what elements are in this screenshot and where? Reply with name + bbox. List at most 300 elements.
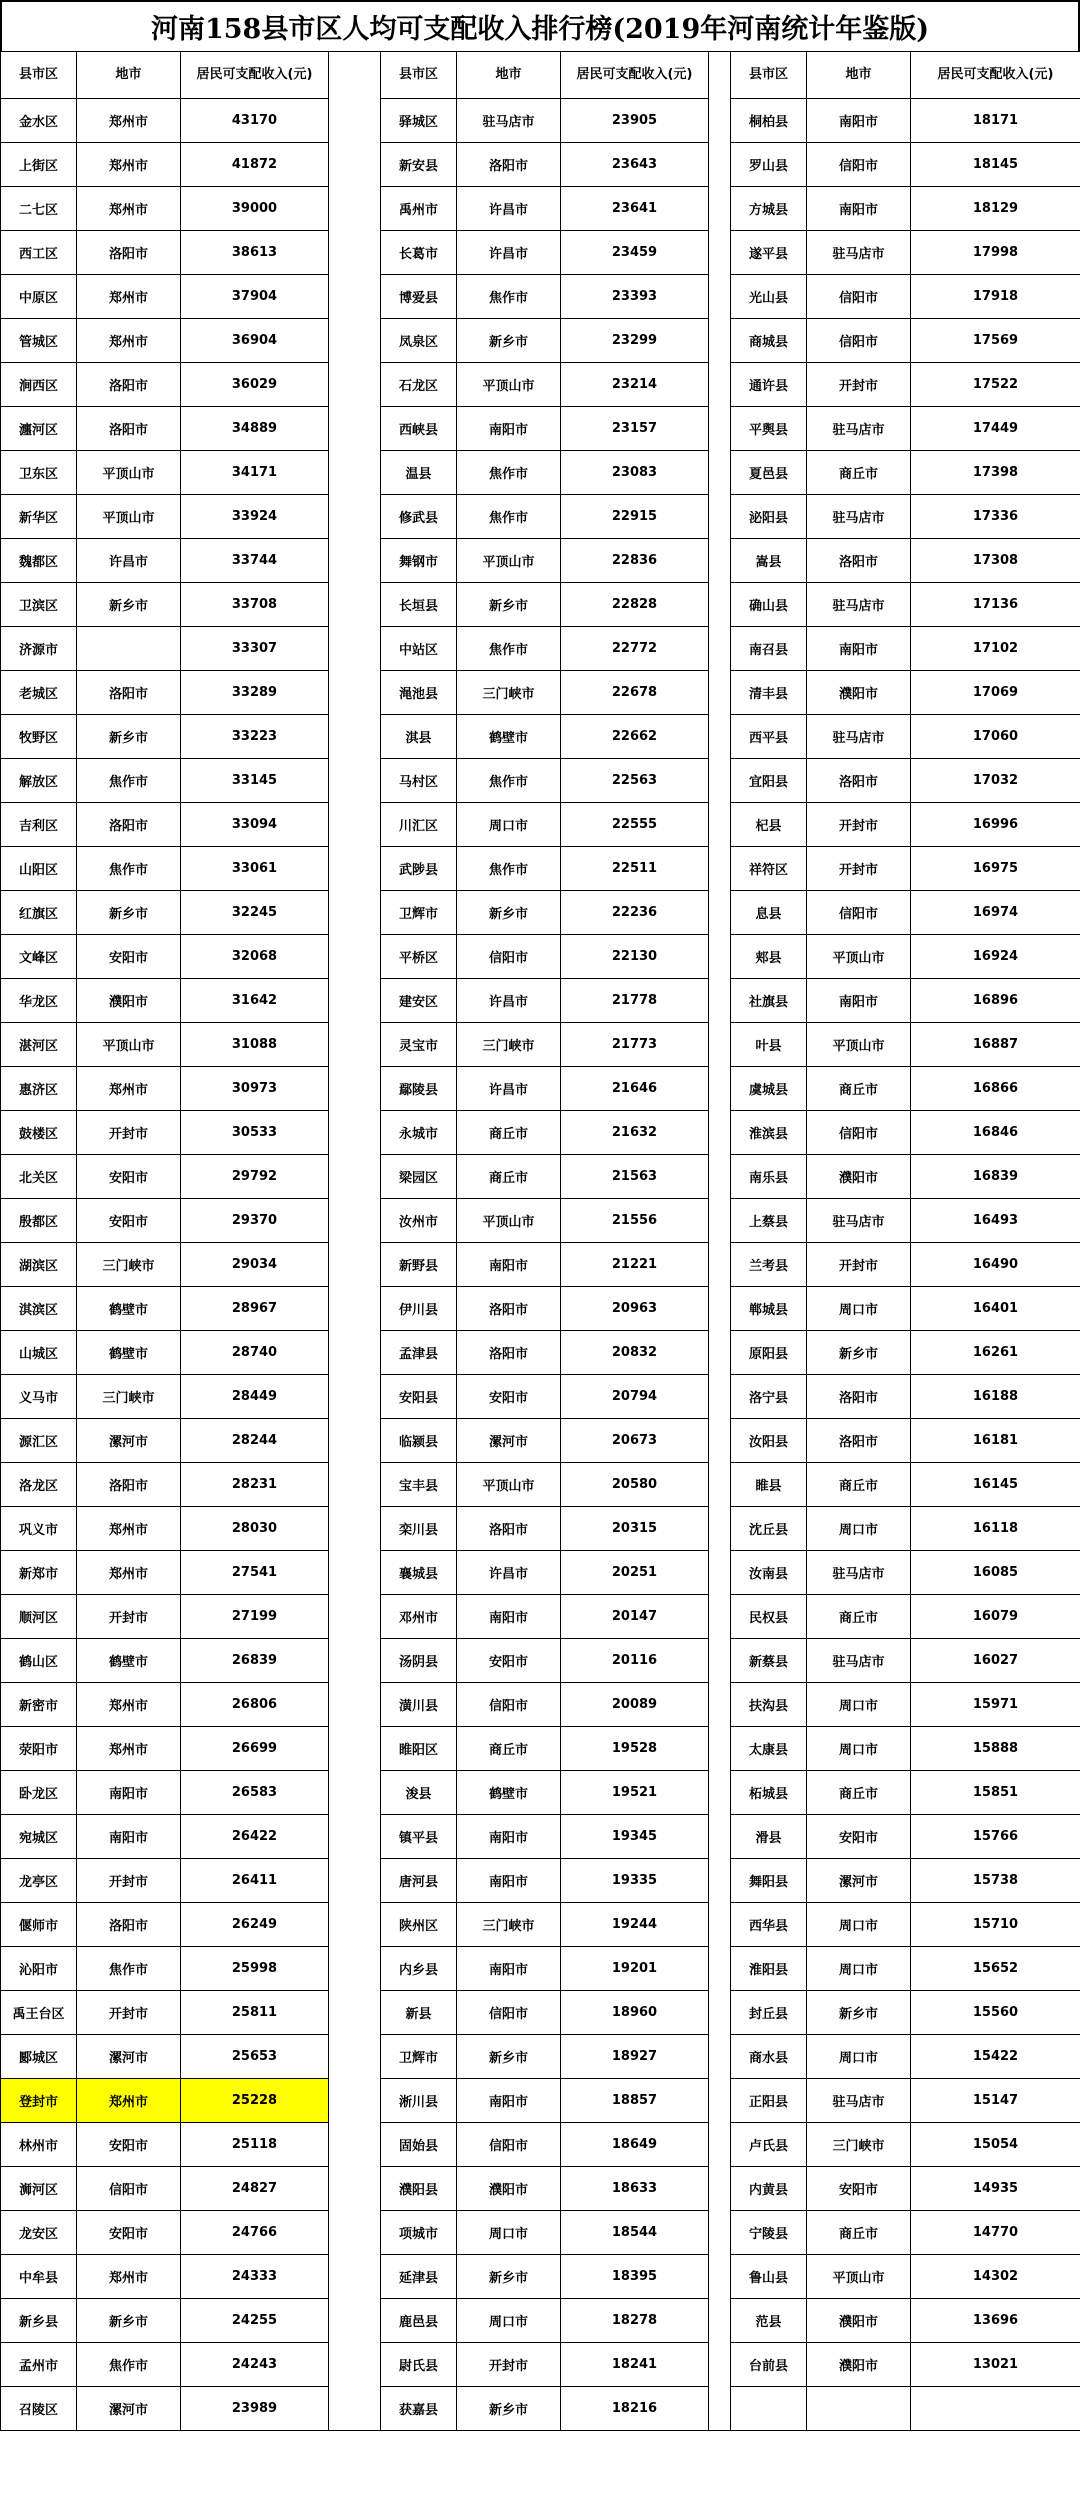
- table-row: [1, 407, 1080, 451]
- cell-county: 解放区: [1, 759, 77, 803]
- cell-county: 新华区: [1, 495, 77, 539]
- cell-city: 濮阳市: [807, 1155, 911, 1199]
- cell-city: 新乡市: [77, 715, 181, 759]
- column-gap: [709, 1243, 731, 1287]
- cell-city: 信阳市: [807, 143, 911, 187]
- cell-county: 临颍县: [381, 1419, 457, 1463]
- cell-city: 洛阳市: [807, 759, 911, 803]
- column-gap: [329, 1815, 381, 1859]
- cell-city: 周口市: [807, 1903, 911, 1947]
- cell-city: 商丘市: [807, 2211, 911, 2255]
- cell-county: 确山县: [731, 583, 807, 627]
- cell-income: 23989: [181, 2387, 329, 2431]
- cell-income: 33744: [181, 539, 329, 583]
- cell-income: 14935: [911, 2167, 1080, 2211]
- cell-county: 南乐县: [731, 1155, 807, 1199]
- cell-income: 19345: [561, 1815, 709, 1859]
- cell-income: 22678: [561, 671, 709, 715]
- cell-city: 鹤壁市: [77, 1331, 181, 1375]
- cell-city: 平顶山市: [457, 1463, 561, 1507]
- column-gap: [709, 52, 731, 99]
- cell-city: 开封市: [457, 2343, 561, 2387]
- cell-city: 驻马店市: [807, 1551, 911, 1595]
- table-row: [1, 759, 1080, 803]
- cell-income: 24243: [181, 2343, 329, 2387]
- cell-income: 16181: [911, 1419, 1080, 1463]
- cell-city: 商丘市: [807, 1463, 911, 1507]
- column-gap: [709, 2035, 731, 2079]
- cell-city: 开封市: [807, 803, 911, 847]
- cell-income: 25811: [181, 1991, 329, 2035]
- cell-county: 淮滨县: [731, 1111, 807, 1155]
- cell-county: 卫滨区: [1, 583, 77, 627]
- cell-income: 16866: [911, 1067, 1080, 1111]
- cell-city: [807, 2387, 911, 2431]
- column-gap: [709, 935, 731, 979]
- header-city: 地市: [77, 52, 181, 99]
- column-gap: [329, 2343, 381, 2387]
- header-income: 居民可支配收入(元): [911, 52, 1080, 99]
- cell-income: 25998: [181, 1947, 329, 1991]
- column-gap: [329, 187, 381, 231]
- cell-county: 洛宁县: [731, 1375, 807, 1419]
- column-gap: [329, 1991, 381, 2035]
- column-gap: [709, 759, 731, 803]
- cell-income: 16079: [911, 1595, 1080, 1639]
- column-gap: [709, 1595, 731, 1639]
- table-row: [1, 1771, 1080, 1815]
- table-row: [1, 1067, 1080, 1111]
- column-gap: [709, 1419, 731, 1463]
- cell-county: 淇滨区: [1, 1287, 77, 1331]
- cell-city: 信阳市: [807, 275, 911, 319]
- cell-county: 巩义市: [1, 1507, 77, 1551]
- table-row: [1, 1419, 1080, 1463]
- table-row: [1, 803, 1080, 847]
- table-row: [1, 1331, 1080, 1375]
- column-gap: [329, 1331, 381, 1375]
- cell-income: 29792: [181, 1155, 329, 1199]
- cell-county: 郾城区: [1, 2035, 77, 2079]
- cell-county: 延津县: [381, 2255, 457, 2299]
- cell-income: 17918: [911, 275, 1080, 319]
- cell-income: 16145: [911, 1463, 1080, 1507]
- cell-city: 信阳市: [457, 935, 561, 979]
- cell-income: 28740: [181, 1331, 329, 1375]
- cell-income: 33307: [181, 627, 329, 671]
- cell-city: 许昌市: [457, 187, 561, 231]
- cell-income: 30973: [181, 1067, 329, 1111]
- cell-city: 洛阳市: [77, 671, 181, 715]
- cell-income: 22915: [561, 495, 709, 539]
- table-row: [1, 2299, 1080, 2343]
- cell-county: 登封市: [1, 2079, 77, 2123]
- cell-income: 26422: [181, 1815, 329, 1859]
- cell-income: 18649: [561, 2123, 709, 2167]
- column-gap: [709, 1991, 731, 2035]
- column-gap: [329, 2079, 381, 2123]
- cell-county: 驿城区: [381, 99, 457, 143]
- cell-income: 15888: [911, 1727, 1080, 1771]
- cell-county: 叶县: [731, 1023, 807, 1067]
- cell-city: 周口市: [807, 1287, 911, 1331]
- cell-city: 商丘市: [807, 451, 911, 495]
- column-gap: [709, 187, 731, 231]
- cell-county: 中站区: [381, 627, 457, 671]
- cell-income: 22563: [561, 759, 709, 803]
- cell-county: 淅川县: [381, 2079, 457, 2123]
- column-gap: [329, 99, 381, 143]
- cell-income: 22662: [561, 715, 709, 759]
- cell-income: 28030: [181, 1507, 329, 1551]
- column-gap: [709, 979, 731, 1023]
- cell-county: [731, 2387, 807, 2431]
- cell-income: 32245: [181, 891, 329, 935]
- cell-income: 17102: [911, 627, 1080, 671]
- cell-county: 封丘县: [731, 1991, 807, 2035]
- column-gap: [709, 1727, 731, 1771]
- column-gap: [709, 1067, 731, 1111]
- cell-income: 30533: [181, 1111, 329, 1155]
- cell-county: 浉河区: [1, 2167, 77, 2211]
- cell-county: 西工区: [1, 231, 77, 275]
- column-gap: [329, 759, 381, 803]
- table-row: [1, 1947, 1080, 1991]
- ranking-table: [0, 51, 1080, 2431]
- cell-income: 16974: [911, 891, 1080, 935]
- table-row: [1, 1199, 1080, 1243]
- cell-city: 三门峡市: [77, 1375, 181, 1419]
- cell-city: 郑州市: [77, 1551, 181, 1595]
- table-row: [1, 231, 1080, 275]
- cell-income: 43170: [181, 99, 329, 143]
- cell-income: 21646: [561, 1067, 709, 1111]
- cell-income: 25228: [181, 2079, 329, 2123]
- cell-county: 鄢陵县: [381, 1067, 457, 1111]
- column-gap: [709, 1287, 731, 1331]
- cell-county: 虞城县: [731, 1067, 807, 1111]
- cell-city: 许昌市: [457, 1551, 561, 1595]
- cell-income: 24766: [181, 2211, 329, 2255]
- cell-city: 周口市: [457, 803, 561, 847]
- cell-county: 长垣县: [381, 583, 457, 627]
- cell-county: 清丰县: [731, 671, 807, 715]
- cell-city: 南阳市: [807, 627, 911, 671]
- cell-city: 周口市: [457, 2299, 561, 2343]
- column-gap: [709, 1111, 731, 1155]
- column-gap: [329, 1419, 381, 1463]
- cell-city: 信阳市: [457, 2123, 561, 2167]
- cell-county: 沈丘县: [731, 1507, 807, 1551]
- cell-county: 荥阳市: [1, 1727, 77, 1771]
- column-gap: [329, 1771, 381, 1815]
- cell-county: 郏县: [731, 935, 807, 979]
- table-row: [1, 891, 1080, 935]
- cell-county: 林州市: [1, 2123, 77, 2167]
- cell-county: 长葛市: [381, 231, 457, 275]
- cell-county: 舞阳县: [731, 1859, 807, 1903]
- cell-income: 20673: [561, 1419, 709, 1463]
- cell-income: 25653: [181, 2035, 329, 2079]
- cell-city: 新乡市: [807, 1991, 911, 2035]
- cell-income: 25118: [181, 2123, 329, 2167]
- cell-city: 周口市: [807, 2035, 911, 2079]
- column-gap: [329, 1683, 381, 1727]
- cell-county: 源汇区: [1, 1419, 77, 1463]
- cell-city: 平顶山市: [807, 935, 911, 979]
- cell-county: 博爱县: [381, 275, 457, 319]
- cell-city: 三门峡市: [77, 1243, 181, 1287]
- cell-city: 周口市: [807, 1727, 911, 1771]
- cell-city: 郑州市: [77, 1067, 181, 1111]
- cell-income: 16401: [911, 1287, 1080, 1331]
- header-city: 地市: [457, 52, 561, 99]
- cell-county: 牧野区: [1, 715, 77, 759]
- cell-city: 漯河市: [77, 2387, 181, 2431]
- cell-income: 23905: [561, 99, 709, 143]
- column-gap: [329, 1243, 381, 1287]
- cell-city: 焦作市: [457, 847, 561, 891]
- cell-county: 陕州区: [381, 1903, 457, 1947]
- cell-income: 36904: [181, 319, 329, 363]
- cell-city: 驻马店市: [807, 1639, 911, 1683]
- cell-county: 内黄县: [731, 2167, 807, 2211]
- table-row: [1, 1683, 1080, 1727]
- cell-city: 焦作市: [457, 495, 561, 539]
- cell-county: 息县: [731, 891, 807, 935]
- column-gap: [709, 2167, 731, 2211]
- cell-county: 平舆县: [731, 407, 807, 451]
- column-gap: [709, 407, 731, 451]
- column-gap: [329, 231, 381, 275]
- table-row: [1, 495, 1080, 539]
- cell-income: 24255: [181, 2299, 329, 2343]
- cell-county: 武陟县: [381, 847, 457, 891]
- table-row: [1, 539, 1080, 583]
- cell-county: 鲁山县: [731, 2255, 807, 2299]
- cell-income: [911, 2387, 1080, 2431]
- cell-city: 安阳市: [807, 2167, 911, 2211]
- column-gap: [329, 1859, 381, 1903]
- column-gap: [709, 2079, 731, 2123]
- cell-income: 36029: [181, 363, 329, 407]
- cell-city: 开封市: [77, 1859, 181, 1903]
- column-gap: [329, 803, 381, 847]
- column-gap: [329, 1903, 381, 1947]
- cell-city: 信阳市: [457, 1991, 561, 2035]
- cell-county: 宝丰县: [381, 1463, 457, 1507]
- cell-county: 洛龙区: [1, 1463, 77, 1507]
- cell-county: 内乡县: [381, 1947, 457, 1991]
- cell-city: 商丘市: [807, 1067, 911, 1111]
- cell-income: 23393: [561, 275, 709, 319]
- table-row: [1, 319, 1080, 363]
- cell-income: 15422: [911, 2035, 1080, 2079]
- cell-county: 汝南县: [731, 1551, 807, 1595]
- cell-city: 焦作市: [77, 847, 181, 891]
- cell-city: 南阳市: [807, 99, 911, 143]
- column-gap: [329, 2299, 381, 2343]
- cell-city: 洛阳市: [807, 1375, 911, 1419]
- table-row: [1, 583, 1080, 627]
- cell-income: 14302: [911, 2255, 1080, 2299]
- column-gap: [329, 2211, 381, 2255]
- table-row: [1, 2211, 1080, 2255]
- column-gap: [709, 803, 731, 847]
- cell-county: 伊川县: [381, 1287, 457, 1331]
- cell-city: 洛阳市: [77, 407, 181, 451]
- cell-city: 安阳市: [807, 1815, 911, 1859]
- cell-income: 17449: [911, 407, 1080, 451]
- table-row: [1, 1727, 1080, 1771]
- cell-county: 中牟县: [1, 2255, 77, 2299]
- column-gap: [329, 2167, 381, 2211]
- cell-county: 罗山县: [731, 143, 807, 187]
- cell-county: 项城市: [381, 2211, 457, 2255]
- cell-county: 温县: [381, 451, 457, 495]
- cell-income: 33924: [181, 495, 329, 539]
- column-gap: [709, 2299, 731, 2343]
- cell-city: 洛阳市: [457, 1287, 561, 1331]
- cell-county: 睢阳区: [381, 1727, 457, 1771]
- column-gap: [329, 407, 381, 451]
- column-gap: [709, 1331, 731, 1375]
- cell-city: 新乡市: [77, 891, 181, 935]
- cell-income: 37904: [181, 275, 329, 319]
- cell-city: 平顶山市: [457, 363, 561, 407]
- cell-county: 灵宝市: [381, 1023, 457, 1067]
- column-gap: [709, 2123, 731, 2167]
- cell-city: 南阳市: [457, 1859, 561, 1903]
- cell-county: 孟州市: [1, 2343, 77, 2387]
- column-gap: [709, 627, 731, 671]
- column-gap: [709, 891, 731, 935]
- cell-city: 安阳市: [77, 935, 181, 979]
- cell-city: 驻马店市: [807, 495, 911, 539]
- cell-city: 南阳市: [457, 1947, 561, 1991]
- cell-income: 17398: [911, 451, 1080, 495]
- cell-city: 新乡市: [457, 2035, 561, 2079]
- cell-city: 焦作市: [457, 759, 561, 803]
- cell-income: 16490: [911, 1243, 1080, 1287]
- column-gap: [329, 2255, 381, 2299]
- cell-county: 固始县: [381, 2123, 457, 2167]
- cell-county: 召陵区: [1, 2387, 77, 2431]
- column-gap: [329, 1023, 381, 1067]
- column-gap: [329, 979, 381, 1023]
- cell-income: 17136: [911, 583, 1080, 627]
- cell-income: 14770: [911, 2211, 1080, 2255]
- table-row: [1, 1507, 1080, 1551]
- cell-county: 老城区: [1, 671, 77, 715]
- cell-income: 17569: [911, 319, 1080, 363]
- table-row: [1, 1639, 1080, 1683]
- header-row: [1, 52, 1080, 99]
- cell-city: 平顶山市: [807, 1023, 911, 1067]
- cell-city: 商丘市: [807, 1595, 911, 1639]
- table-row: [1, 275, 1080, 319]
- cell-county: 遂平县: [731, 231, 807, 275]
- cell-income: 22555: [561, 803, 709, 847]
- cell-county: 渑池县: [381, 671, 457, 715]
- column-gap: [329, 1727, 381, 1771]
- cell-city: 新乡市: [807, 1331, 911, 1375]
- header-income: 居民可支配收入(元): [561, 52, 709, 99]
- cell-income: 24827: [181, 2167, 329, 2211]
- column-gap: [709, 1155, 731, 1199]
- cell-county: 宜阳县: [731, 759, 807, 803]
- cell-county: 顺河区: [1, 1595, 77, 1639]
- cell-county: 汤阴县: [381, 1639, 457, 1683]
- column-gap: [709, 1639, 731, 1683]
- cell-city: 平顶山市: [457, 539, 561, 583]
- cell-city: 濮阳市: [807, 2343, 911, 2387]
- cell-income: 19201: [561, 1947, 709, 1991]
- cell-income: 28231: [181, 1463, 329, 1507]
- cell-income: 27541: [181, 1551, 329, 1595]
- cell-income: 16896: [911, 979, 1080, 1023]
- table-row: [1, 1991, 1080, 2035]
- cell-income: 15851: [911, 1771, 1080, 1815]
- cell-city: 许昌市: [457, 979, 561, 1023]
- cell-city: 南阳市: [457, 1243, 561, 1287]
- cell-city: 焦作市: [77, 2343, 181, 2387]
- cell-city: 新乡市: [457, 2255, 561, 2299]
- cell-city: 鹤壁市: [77, 1639, 181, 1683]
- cell-income: 18241: [561, 2343, 709, 2387]
- cell-county: 龙亭区: [1, 1859, 77, 1903]
- table-row: [1, 451, 1080, 495]
- table-row: [1, 2123, 1080, 2167]
- cell-county: 禹王台区: [1, 1991, 77, 2035]
- cell-county: 卫东区: [1, 451, 77, 495]
- cell-income: 23157: [561, 407, 709, 451]
- cell-county: 上街区: [1, 143, 77, 187]
- column-gap: [709, 1771, 731, 1815]
- cell-county: 睢县: [731, 1463, 807, 1507]
- cell-income: 16839: [911, 1155, 1080, 1199]
- cell-county: 北关区: [1, 1155, 77, 1199]
- column-gap: [329, 275, 381, 319]
- cell-county: 潢川县: [381, 1683, 457, 1727]
- cell-county: 山城区: [1, 1331, 77, 1375]
- cell-city: 开封市: [807, 363, 911, 407]
- table-row: [1, 1463, 1080, 1507]
- cell-county: 宛城区: [1, 1815, 77, 1859]
- cell-income: 13696: [911, 2299, 1080, 2343]
- cell-city: 平顶山市: [77, 495, 181, 539]
- cell-county: 滑县: [731, 1815, 807, 1859]
- cell-city: 洛阳市: [807, 1419, 911, 1463]
- column-gap: [709, 451, 731, 495]
- cell-income: 18633: [561, 2167, 709, 2211]
- cell-income: 20089: [561, 1683, 709, 1727]
- cell-income: 39000: [181, 187, 329, 231]
- table-row: [1, 1551, 1080, 1595]
- cell-income: 18927: [561, 2035, 709, 2079]
- column-gap: [709, 231, 731, 275]
- cell-county: 杞县: [731, 803, 807, 847]
- cell-income: 16924: [911, 935, 1080, 979]
- cell-county: 沁阳市: [1, 1947, 77, 1991]
- column-gap: [329, 2123, 381, 2167]
- cell-income: 23214: [561, 363, 709, 407]
- header-county: 县市区: [1, 52, 77, 99]
- cell-county: 范县: [731, 2299, 807, 2343]
- cell-income: 41872: [181, 143, 329, 187]
- cell-county: 禹州市: [381, 187, 457, 231]
- cell-income: 23641: [561, 187, 709, 231]
